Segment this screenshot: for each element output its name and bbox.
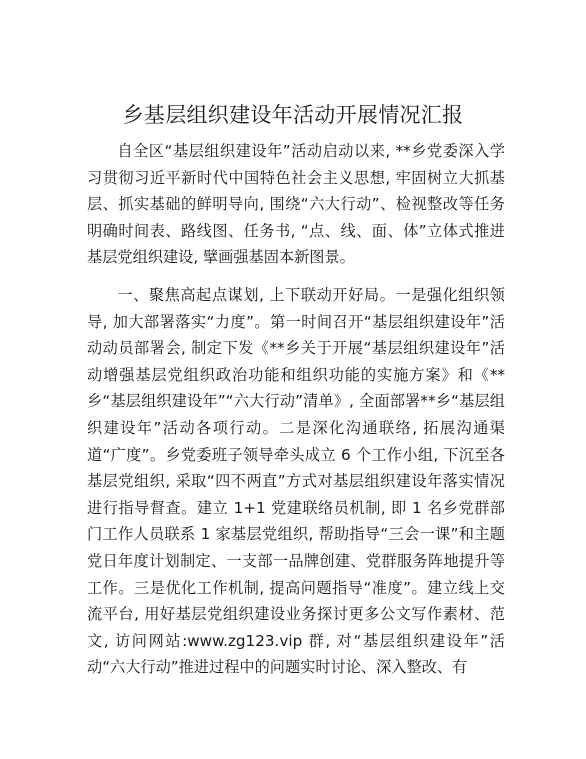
intro-paragraph: 自全区“基层组织建设年”活动启动以来, **乡党委深入学习贯彻习近平新时代中国特色社会主义思想, 牢固树立大抓基层、抓实基础的鲜明导向, 围绕“六大行动”、检视整改等任务明确时间表、路线图、任务书, “点、线、面、体”立体式推进基层党组织建设, 擘画强基固本新图景。 [87, 142, 505, 267]
document-title: 乡基层组织建设年活动开展情况汇报 [122, 103, 464, 127]
section-one-paragraph: 一、聚焦高起点谋划, 上下联动开好局。一是强化组织领导, 加大部署落实“力度”。第一时间召开“基层组织建设年”活动动员部署会, 制定下发《**乡关于开展“基层组织建设年”活动增强基层党组织政治功能和组织功能的实施方案》和《**乡“基层组织建设年”“六大行动”清单》, 全面部署**乡“基层组织建设年”活动各项行动。二是深化沟通联络, 拓展沟通渠道“广度”。乡党委班子领导牵头成立 6 个工作小组, 下沉至各基层党组织, 采取“四不两直”方式对基层组织建设年落实情况进行指导督查。建立 1+1 党建联络员机制, 即 1 名乡党群部门工作人员联系 1 家基层党组织, 帮助指导“三会一课”和主题党日年度计划制定、一支部一品牌创建、党群服务阵地提升等工作。三是优化工作机制, 提高问题指导“准度”。建立线上交流平台, 用好基层党组织建设业务探讨更多公文写作素材、范文, 访问网站:www.zg123.vip 群, 对“基层组织建设年”活动“六大行动”推进过程中的问题实时讨论、深入整改、有 [87, 285, 505, 677]
document-body [87, 138, 505, 681]
